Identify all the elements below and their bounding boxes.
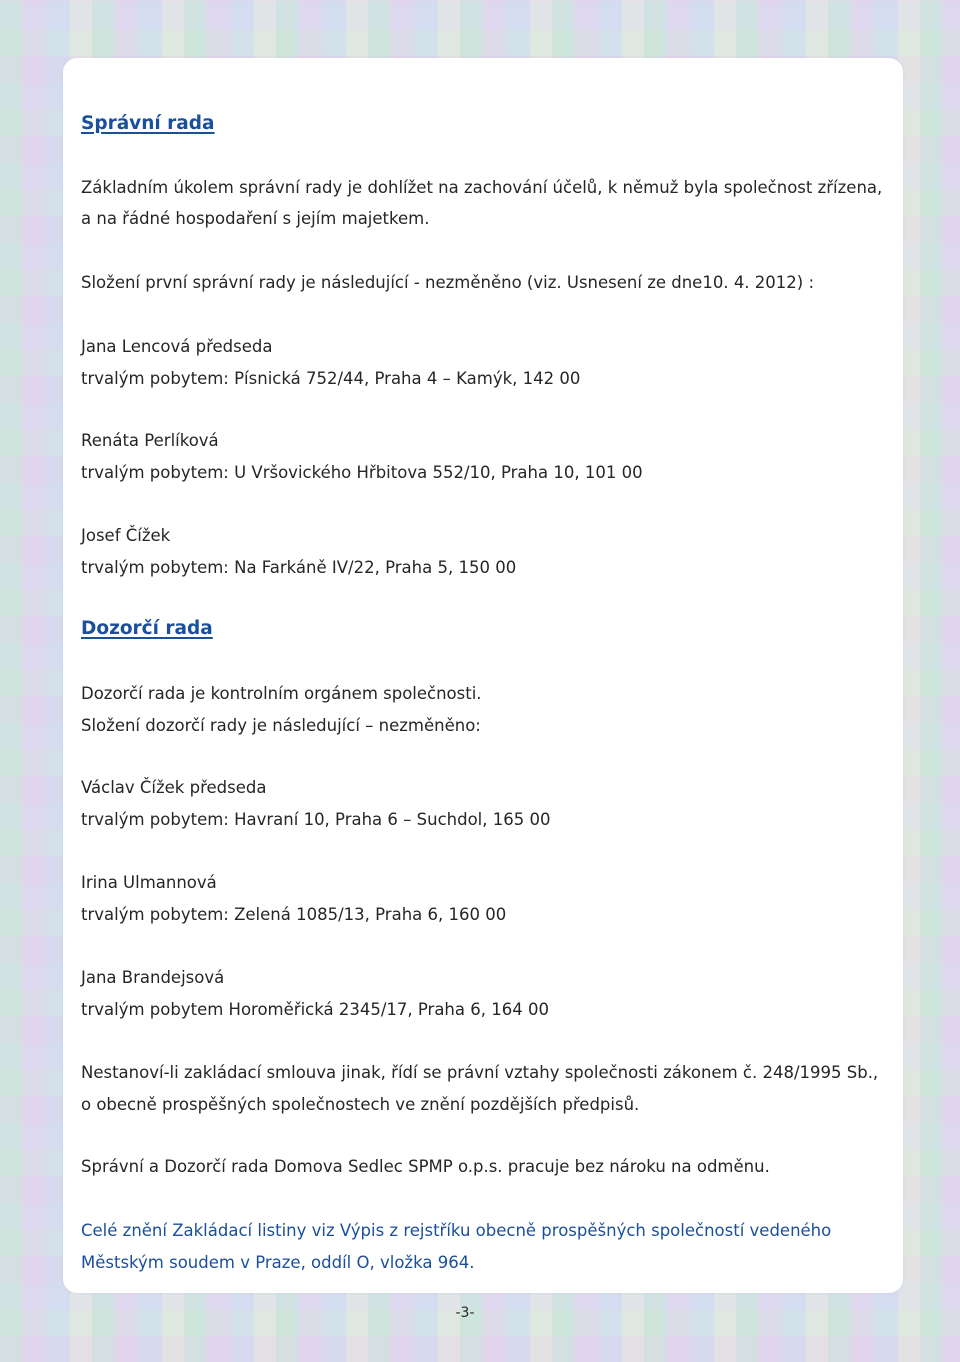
heading-spravni-rada: Správní rada — [81, 113, 215, 134]
spravni-member-name: Renáta Perlíková — [81, 431, 219, 450]
dozorci-member-name: Jana Brandejsová — [81, 968, 225, 987]
dozorci-member-address: trvalým pobytem: Havraní 10, Praha 6 – Suchdol, 165 00 — [81, 810, 551, 829]
registry-note-line-2: Městským soudem v Praze, oddíl O, vložka 964. — [81, 1253, 475, 1272]
spravni-member-address: trvalým pobytem: Písnická 752/44, Praha 4 – Kamýk, 142 00 — [81, 369, 581, 388]
no-reward-statement: Správní a Dozorčí rada Domova Sedlec SPMP o.p.s. pracuje bez nároku na odměnu. — [81, 1157, 770, 1176]
spravni-intro-line-2: a na řádné hospodaření s jejím majetkem. — [81, 209, 430, 228]
spravni-composition: Složení první správní rady je následující - nezměněno (viz. Usnesení ze dne10. 4. 2012) : — [81, 273, 815, 292]
spravni-member-address: trvalým pobytem: U Vršovického Hřbitova 552/10, Praha 10, 101 00 — [81, 463, 643, 482]
law-line-2: o obecně prospěšných společnostech ve znění pozdějších předpisů. — [81, 1095, 640, 1114]
dozorci-intro-line-2: Složení dozorčí rady je následující – nezměněno: — [81, 716, 481, 735]
spravni-intro-line-1: Základním úkolem správní rady je dohlížet na zachování účelů, k němuž byla společnost zřízena, — [81, 178, 883, 197]
dozorci-member-address: trvalým pobytem Horoměřická 2345/17, Praha 6, 164 00 — [81, 1000, 549, 1019]
dozorci-member-address: trvalým pobytem: Zelená 1085/13, Praha 6, 160 00 — [81, 905, 507, 924]
spravni-member-name: Josef Čížek — [81, 526, 171, 545]
spravni-member-name: Jana Lencová předseda — [81, 337, 273, 356]
dozorci-member-name: Irina Ulmannová — [81, 873, 217, 892]
registry-note-line-1: Celé znění Zakládací listiny viz Výpis z rejstříku obecně prospěšných společností vedeného — [81, 1221, 832, 1240]
dozorci-intro-line-1: Dozorčí rada je kontrolním orgánem společnosti. — [81, 684, 482, 703]
dozorci-member-name: Václav Čížek předseda — [81, 778, 267, 797]
heading-dozorci-rada: Dozorčí rada — [81, 618, 213, 639]
spravni-member-address: trvalým pobytem: Na Farkáně IV/22, Praha 5, 150 00 — [81, 558, 517, 577]
law-line-1: Nestanoví-li zakládací smlouva jinak, řídí se právní vztahy společnosti zákonem č. 248/1995 Sb., — [81, 1063, 879, 1082]
page-number: -3- — [455, 1305, 475, 1321]
